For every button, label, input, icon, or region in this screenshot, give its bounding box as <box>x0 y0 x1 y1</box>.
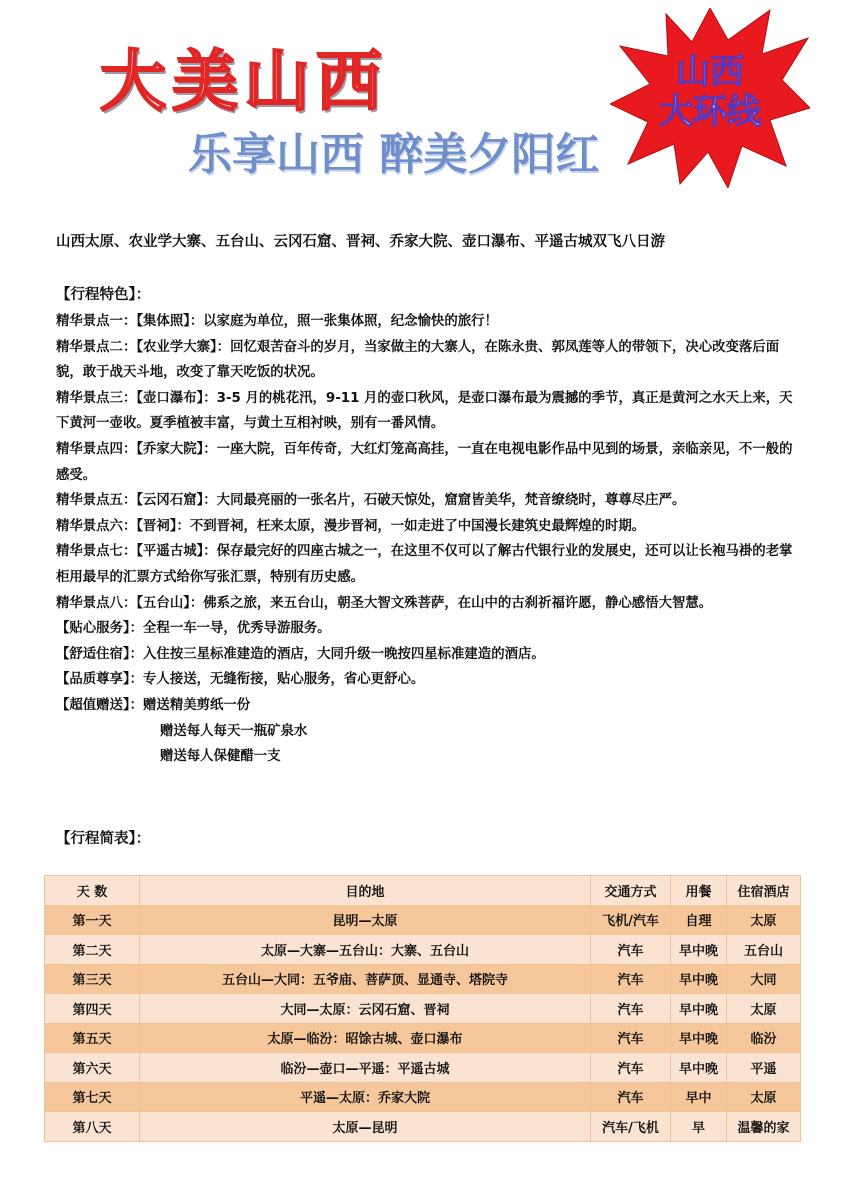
header-transport: 交通方式 <box>591 876 671 906</box>
feature-item-1: 精华景点一：【集体照】：以家庭为单位，照一张集体照，纪念愉快的旅行！ <box>56 314 498 329</box>
cell-transport: 汽车 <box>591 964 671 994</box>
cell-transport: 汽车 <box>591 935 671 965</box>
itinerary-heading: 【行程简表】： <box>56 831 151 847</box>
table-row <box>45 905 801 935</box>
badge-line-1: 山西 <box>676 52 744 92</box>
cell-hotel: 五台山 <box>727 935 801 965</box>
quality-item: 【品质尊享】：专人接送，无缝衔接，贴心服务，省心更舒心。 <box>56 672 425 688</box>
feature-item-4: 精华景点四：【乔家大院】：一座大院，百年传奇，大红灯笼高高挂，一直在电视电影作品中见到的场景，亲临亲见，不一般的感受。 <box>56 441 793 483</box>
feature-item-5: 精华景点五：【云冈石窟】：大同最亮丽的一张名片，石破天惊处，窟窟皆美华，梵音缭绕时，尊尊尽庄严。 <box>56 493 686 509</box>
feature-item-2: 精华景点二：【农业学大寨】：回忆艰苦奋斗的岁月，当家做主的大寨人，在陈永贵、郭凤莲等人的带领下，决心改变落后面貌，敢于战天斗地，改变了靠天吃饭的状况。 <box>56 339 780 381</box>
table-row <box>45 994 801 1024</box>
page-subtitle: 乐享山西 醉美夕阳红 <box>188 129 600 180</box>
badge-line-2: 大环线 <box>659 92 761 132</box>
cell-transport: 汽车 <box>591 1023 671 1053</box>
cell-hotel: 平遥 <box>727 1053 801 1083</box>
page-title: 大美山西 <box>100 43 388 120</box>
cell-hotel: 太原 <box>727 1082 801 1112</box>
cell-day: 第三天 <box>45 964 140 994</box>
cell-day: 第一天 <box>45 905 140 935</box>
cell-transport: 汽车 <box>591 1053 671 1083</box>
feature-item-7: 精华景点七：【平遥古城】：保存最完好的四座古城之一，在这里不仅可以了解古代银行业的发展史，还可以让长袍马褂的老掌柜用最早的汇票方式给你写张汇票，特别有历史感。 <box>56 544 793 585</box>
header-destination: 目的地 <box>140 876 591 906</box>
cell-destination: 大同—太原：云冈石窟、晋祠 <box>140 994 591 1024</box>
gift-item: 【超值赠送】：赠送精美剪纸一份 <box>56 697 251 713</box>
cell-meals: 早中晚 <box>671 964 727 994</box>
gift-item-vinegar: 赠送每人保健醋一支 <box>160 749 281 765</box>
feature-item-6: 精华景点六：【晋祠】：不到晋祠，枉来太原，漫步晋祠，一如走进了中国漫长建筑史最辉煌的时期。 <box>56 518 646 534</box>
header-hotel: 住宿酒店 <box>727 876 801 906</box>
cell-transport: 汽车/飞机 <box>591 1112 671 1142</box>
cell-meals: 早 <box>671 1112 727 1142</box>
header-meals: 用餐 <box>671 876 727 906</box>
cell-hotel: 温馨的家 <box>727 1112 801 1142</box>
table-header-row <box>45 876 801 906</box>
cell-hotel: 太原 <box>727 905 801 935</box>
cell-transport: 汽车 <box>591 994 671 1024</box>
feature-item-3: 精华景点三：【壶口瀑布】：3-5 月的桃花汛，9-11 月的壶口秋风，是壶口瀑布最为震撼的季节，真正是黄河之水天上来，天下黄河一壶收。夏季植被丰富，与黄土互相衬映，别有一番风情。 <box>56 390 793 432</box>
service-item: 【贴心服务】：全程一车一导，优秀导游服务。 <box>56 621 331 637</box>
cell-transport: 汽车 <box>591 1082 671 1112</box>
cell-meals: 早中晚 <box>671 1023 727 1053</box>
cell-destination: 太原—大寨—五台山：大寨、五台山 <box>140 935 591 965</box>
route-title: 山西太原、农业学大寨、五台山、云冈石窟、晋祠、乔家大院、壶口瀑布、平遥古城双飞八日游 <box>56 234 665 250</box>
table-row <box>45 1082 801 1112</box>
cell-destination: 昆明—太原 <box>140 905 591 935</box>
cell-day: 第六天 <box>45 1053 140 1083</box>
cell-meals: 早中晚 <box>671 935 727 965</box>
table-row <box>45 964 801 994</box>
cell-meals: 早中 <box>671 1082 727 1112</box>
cell-day: 第八天 <box>45 1112 140 1142</box>
cell-day: 第五天 <box>45 1023 140 1053</box>
header-day: 天 数 <box>45 876 140 906</box>
table-row <box>45 1053 801 1083</box>
cell-destination: 五台山—大同：五爷庙、菩萨顶、显通寺、塔院寺 <box>140 964 591 994</box>
cell-hotel: 大同 <box>727 964 801 994</box>
cell-destination: 临汾—壶口—平遥：平遥古城 <box>140 1053 591 1083</box>
cell-meals: 自理 <box>671 905 727 935</box>
badge-text <box>640 52 780 132</box>
cell-hotel: 临汾 <box>727 1023 801 1053</box>
cell-hotel: 太原 <box>727 994 801 1024</box>
table-row <box>45 935 801 965</box>
cell-meals: 早中晚 <box>671 994 727 1024</box>
cell-day: 第二天 <box>45 935 140 965</box>
features-list <box>56 309 796 770</box>
cell-day: 第七天 <box>45 1082 140 1112</box>
cell-destination: 平遥—太原：乔家大院 <box>140 1082 591 1112</box>
features-heading: 【行程特色】： <box>56 287 151 303</box>
lodging-item: 【舒适住宿】：入住按三星标准建造的酒店，大同升级一晚按四星标准建造的酒店。 <box>56 646 545 662</box>
cell-day: 第四天 <box>45 994 140 1024</box>
table-row <box>45 1023 801 1053</box>
gift-item-water: 赠送每人每天一瓶矿泉水 <box>160 723 308 739</box>
table-row <box>45 1112 801 1142</box>
cell-destination: 太原—昆明 <box>140 1112 591 1142</box>
feature-item-8: 精华景点八：【五台山】：佛系之旅，来五台山，朝圣大智文殊菩萨，在山中的古刹祈福许愿，静心感悟大智慧。 <box>56 595 713 611</box>
cell-transport: 飞机/汽车 <box>591 905 671 935</box>
cell-meals: 早中晚 <box>671 1053 727 1083</box>
itinerary-table <box>44 875 801 1142</box>
cell-destination: 太原—临汾：昭馀古城、壶口瀑布 <box>140 1023 591 1053</box>
